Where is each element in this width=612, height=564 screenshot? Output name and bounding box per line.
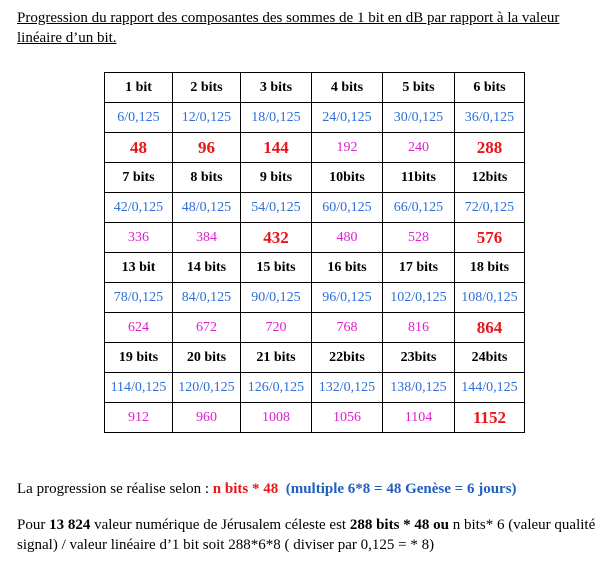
progression-prefix: La progression se réalise selon : xyxy=(17,481,213,497)
table-row xyxy=(105,163,525,193)
paragraph-number-2: 288 bits * 48 ou xyxy=(349,517,450,533)
value-cell: 240 xyxy=(383,133,455,163)
header-cell: 22bits xyxy=(312,343,383,373)
fraction-cell: 126/0,125 xyxy=(241,373,312,403)
fraction-cell: 54/0,125 xyxy=(241,193,312,223)
value-cell: 816 xyxy=(383,313,455,343)
value-cell: 720 xyxy=(241,313,312,343)
value-cell: 1104 xyxy=(383,403,455,433)
paragraph-part-3: n bits* 6 (valeur qualité signal) / valeur linéaire d’1 bit soit 288*6*8 ( diviser par 0,125 = * 8) xyxy=(17,517,596,553)
header-cell: 15 bits xyxy=(241,253,312,283)
table-row xyxy=(105,283,525,313)
fraction-cell: 96/0,125 xyxy=(312,283,383,313)
value-cell: 384 xyxy=(173,223,241,253)
fraction-cell: 114/0,125 xyxy=(105,373,173,403)
value-cell: 480 xyxy=(312,223,383,253)
header-cell: 21 bits xyxy=(241,343,312,373)
fraction-cell: 12/0,125 xyxy=(173,103,241,133)
table-row xyxy=(105,103,525,133)
header-cell: 10bits xyxy=(312,163,383,193)
value-cell: 912 xyxy=(105,403,173,433)
fraction-cell: 24/0,125 xyxy=(312,103,383,133)
value-cell: 768 xyxy=(312,313,383,343)
header-cell: 8 bits xyxy=(173,163,241,193)
header-cell: 6 bits xyxy=(455,73,525,103)
explanation-paragraph xyxy=(17,515,607,555)
header-cell: 23bits xyxy=(383,343,455,373)
fraction-cell: 66/0,125 xyxy=(383,193,455,223)
fraction-cell: 84/0,125 xyxy=(173,283,241,313)
value-cell: 624 xyxy=(105,313,173,343)
fraction-cell: 42/0,125 xyxy=(105,193,173,223)
fraction-cell: 36/0,125 xyxy=(455,103,525,133)
header-cell: 13 bit xyxy=(105,253,173,283)
fraction-cell: 48/0,125 xyxy=(173,193,241,223)
value-cell: 432 xyxy=(241,223,312,253)
header-cell: 7 bits xyxy=(105,163,173,193)
fraction-cell: 6/0,125 xyxy=(105,103,173,133)
header-cell: 3 bits xyxy=(241,73,312,103)
fraction-cell: 72/0,125 xyxy=(455,193,525,223)
fraction-cell: 138/0,125 xyxy=(383,373,455,403)
table-row xyxy=(105,73,525,103)
value-cell: 336 xyxy=(105,223,173,253)
fraction-cell: 108/0,125 xyxy=(455,283,525,313)
value-cell: 192 xyxy=(312,133,383,163)
header-cell: 19 bits xyxy=(105,343,173,373)
value-cell: 528 xyxy=(383,223,455,253)
value-cell: 1152 xyxy=(455,403,525,433)
value-cell: 96 xyxy=(173,133,241,163)
value-cell: 288 xyxy=(455,133,525,163)
table-row xyxy=(105,313,525,343)
progression-line xyxy=(17,480,517,498)
header-cell: 24bits xyxy=(455,343,525,373)
value-cell: 576 xyxy=(455,223,525,253)
fraction-cell: 120/0,125 xyxy=(173,373,241,403)
header-cell: 9 bits xyxy=(241,163,312,193)
table-row xyxy=(105,193,525,223)
bits-progression-table xyxy=(104,72,525,433)
header-cell: 14 bits xyxy=(173,253,241,283)
paragraph-part-2: valeur numérique de Jérusalem céleste est xyxy=(90,517,350,533)
value-cell: 144 xyxy=(241,133,312,163)
fraction-cell: 78/0,125 xyxy=(105,283,173,313)
paragraph-part-1: Pour xyxy=(17,517,50,533)
progression-formula: n bits * 48 xyxy=(212,481,279,497)
fraction-cell: 132/0,125 xyxy=(312,373,383,403)
table-row xyxy=(105,253,525,283)
table-row xyxy=(105,223,525,253)
fraction-cell: 102/0,125 xyxy=(383,283,455,313)
value-cell: 1056 xyxy=(312,403,383,433)
value-cell: 672 xyxy=(173,313,241,343)
value-cell: 48 xyxy=(105,133,173,163)
fraction-cell: 90/0,125 xyxy=(241,283,312,313)
header-cell: 17 bits xyxy=(383,253,455,283)
paragraph-number-1: 13 824 xyxy=(49,517,91,533)
header-cell: 12bits xyxy=(455,163,525,193)
fraction-cell: 144/0,125 xyxy=(455,373,525,403)
header-cell: 16 bits xyxy=(312,253,383,283)
fraction-cell: 60/0,125 xyxy=(312,193,383,223)
header-cell: 1 bit xyxy=(105,73,173,103)
table-row xyxy=(105,133,525,163)
page-title: Progression du rapport des composantes des sommes de 1 bit en dB par rapport à la valeur linéaire d’un bit. xyxy=(17,10,560,46)
table-row xyxy=(105,343,525,373)
value-cell: 864 xyxy=(455,313,525,343)
fraction-cell: 30/0,125 xyxy=(383,103,455,133)
header-cell: 20 bits xyxy=(173,343,241,373)
header-cell: 11bits xyxy=(383,163,455,193)
value-cell: 1008 xyxy=(241,403,312,433)
header-cell: 18 bits xyxy=(455,253,525,283)
table-row xyxy=(105,403,525,433)
header-cell: 2 bits xyxy=(173,73,241,103)
progression-note: (multiple 6*8 = 48 Genèse = 6 jours) xyxy=(285,481,517,497)
fraction-cell: 18/0,125 xyxy=(241,103,312,133)
value-cell: 960 xyxy=(173,403,241,433)
header-cell: 5 bits xyxy=(383,73,455,103)
header-cell: 4 bits xyxy=(312,73,383,103)
table-row xyxy=(105,373,525,403)
